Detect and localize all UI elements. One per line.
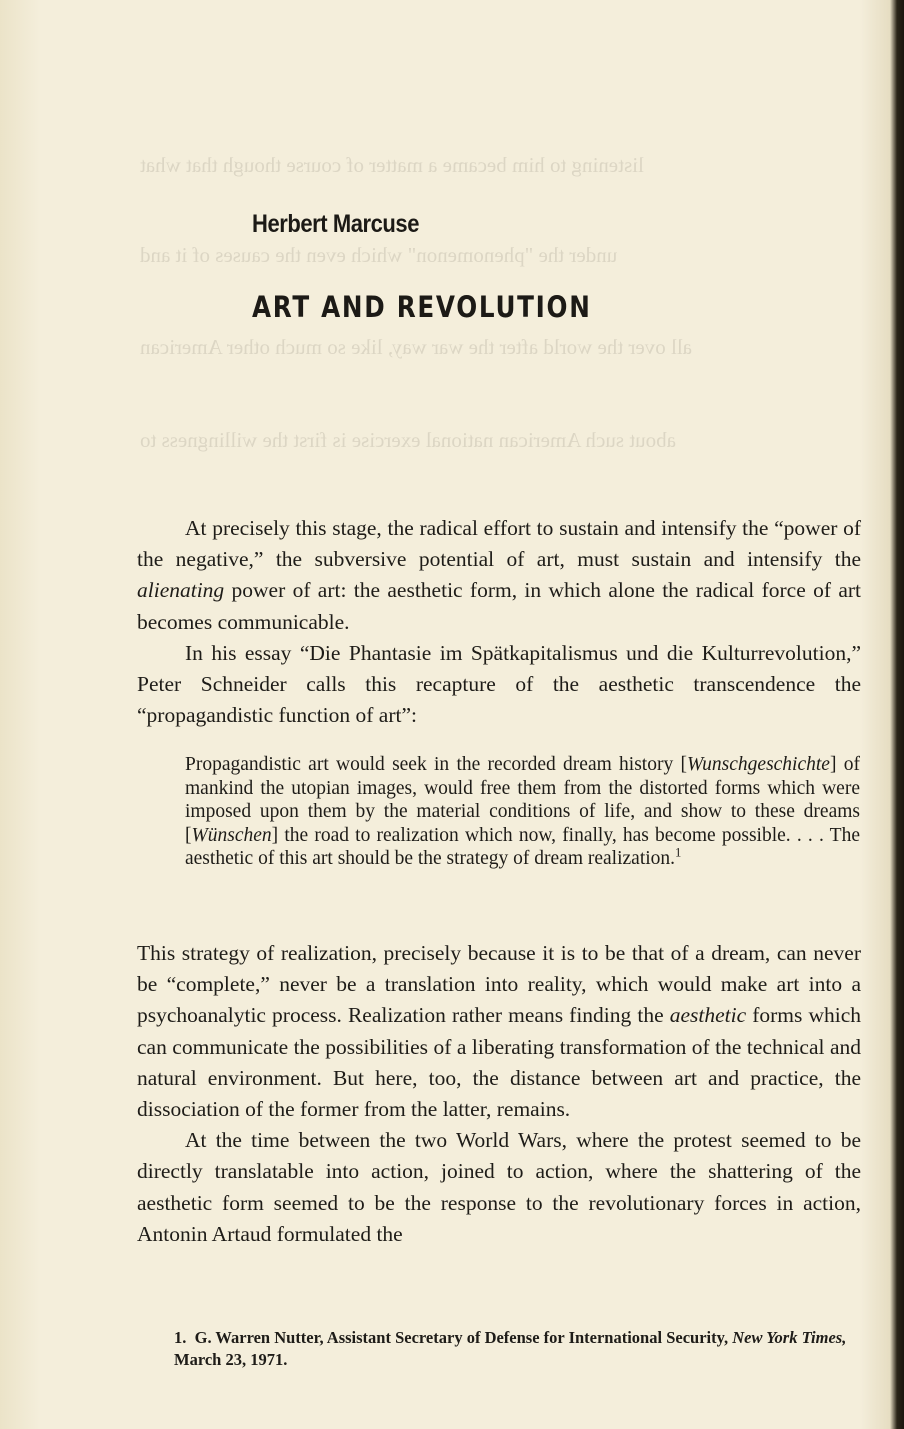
bleed-through-texture: all over the world after the war way, like so much other American (140, 335, 693, 359)
bleed-through-texture: listening to him became a matter of course though that what (140, 153, 644, 177)
emphasis-text: aesthetic (669, 1003, 747, 1028)
article-title: ART AND REVOLUTION (252, 290, 592, 324)
body-paragraph: At precisely this stage, the radical effort to sustain and intensify the “power of the negative,” the subversive potential of art, must sustain and intensify the alienating power of art: the aesthetic form, in which alone the radical force of art becomes communicable. (137, 516, 861, 634)
bleed-through-texture: about such American national exercise is first the willingness to (140, 428, 676, 452)
footnote-number: 1. (174, 1328, 187, 1347)
body-paragraph: In his essay “Die Phantasie im Spätkapitalismus und die Kulturrevolution,” Peter Schneider calls this recapture of the aesthetic transcendence the “propagandistic function of art”: (137, 640, 861, 728)
emphasis-text: alienating (137, 578, 225, 603)
emphasis-text: Wünschen (191, 824, 272, 846)
emphasis-text: Wunschgeschichte (687, 754, 830, 775)
bleed-through-texture: under the "phenomenon" which even the causes of it and (140, 243, 618, 267)
block-quote: Propagandistic art would seek in the recorded dream history [Wunschgeschichte] of mankind the utopian images, would free them from the distorted forms which were imposed upon them by the material conditions of life, and show to these dreams [Wünschen] the road to realization which now, finally, has become possible. . . . The aesthetic of this art should be the strategy of dream realization.$^1$ (185, 754, 860, 869)
emphasis-text: New York Times, (732, 1328, 847, 1347)
body-section-bottom (137, 938, 861, 1250)
author-name: Herbert Marcuse (252, 210, 420, 238)
body-paragraph: This strategy of realization, precisely because it is to be that of a dream, can never be “complete,” never be a translation into reality, which would make art into a psychoanalytic process. Realization rather means finding the aesthetic forms which can communicate the possibilities of a liberating transformation of the technical and natural environment. But here, too, the distance between art and practice, the dissociation of the former from the latter, remains. (137, 941, 861, 1122)
footnote-reference[interactable]: 1 (675, 845, 682, 860)
body-paragraph: At the time between the two World Wars, where the protest seemed to be directly translatable into action, joined to action, where the shattering of the aesthetic form seemed to be the response to the revolutionary forces in action, Antonin Artaud formulated the (137, 1128, 861, 1246)
body-section-top (137, 513, 861, 731)
footnote: 1. G. Warren Nutter, Assistant Secretary of Defense for International Security, New York Times, March 23, 1971. (174, 1328, 847, 1369)
